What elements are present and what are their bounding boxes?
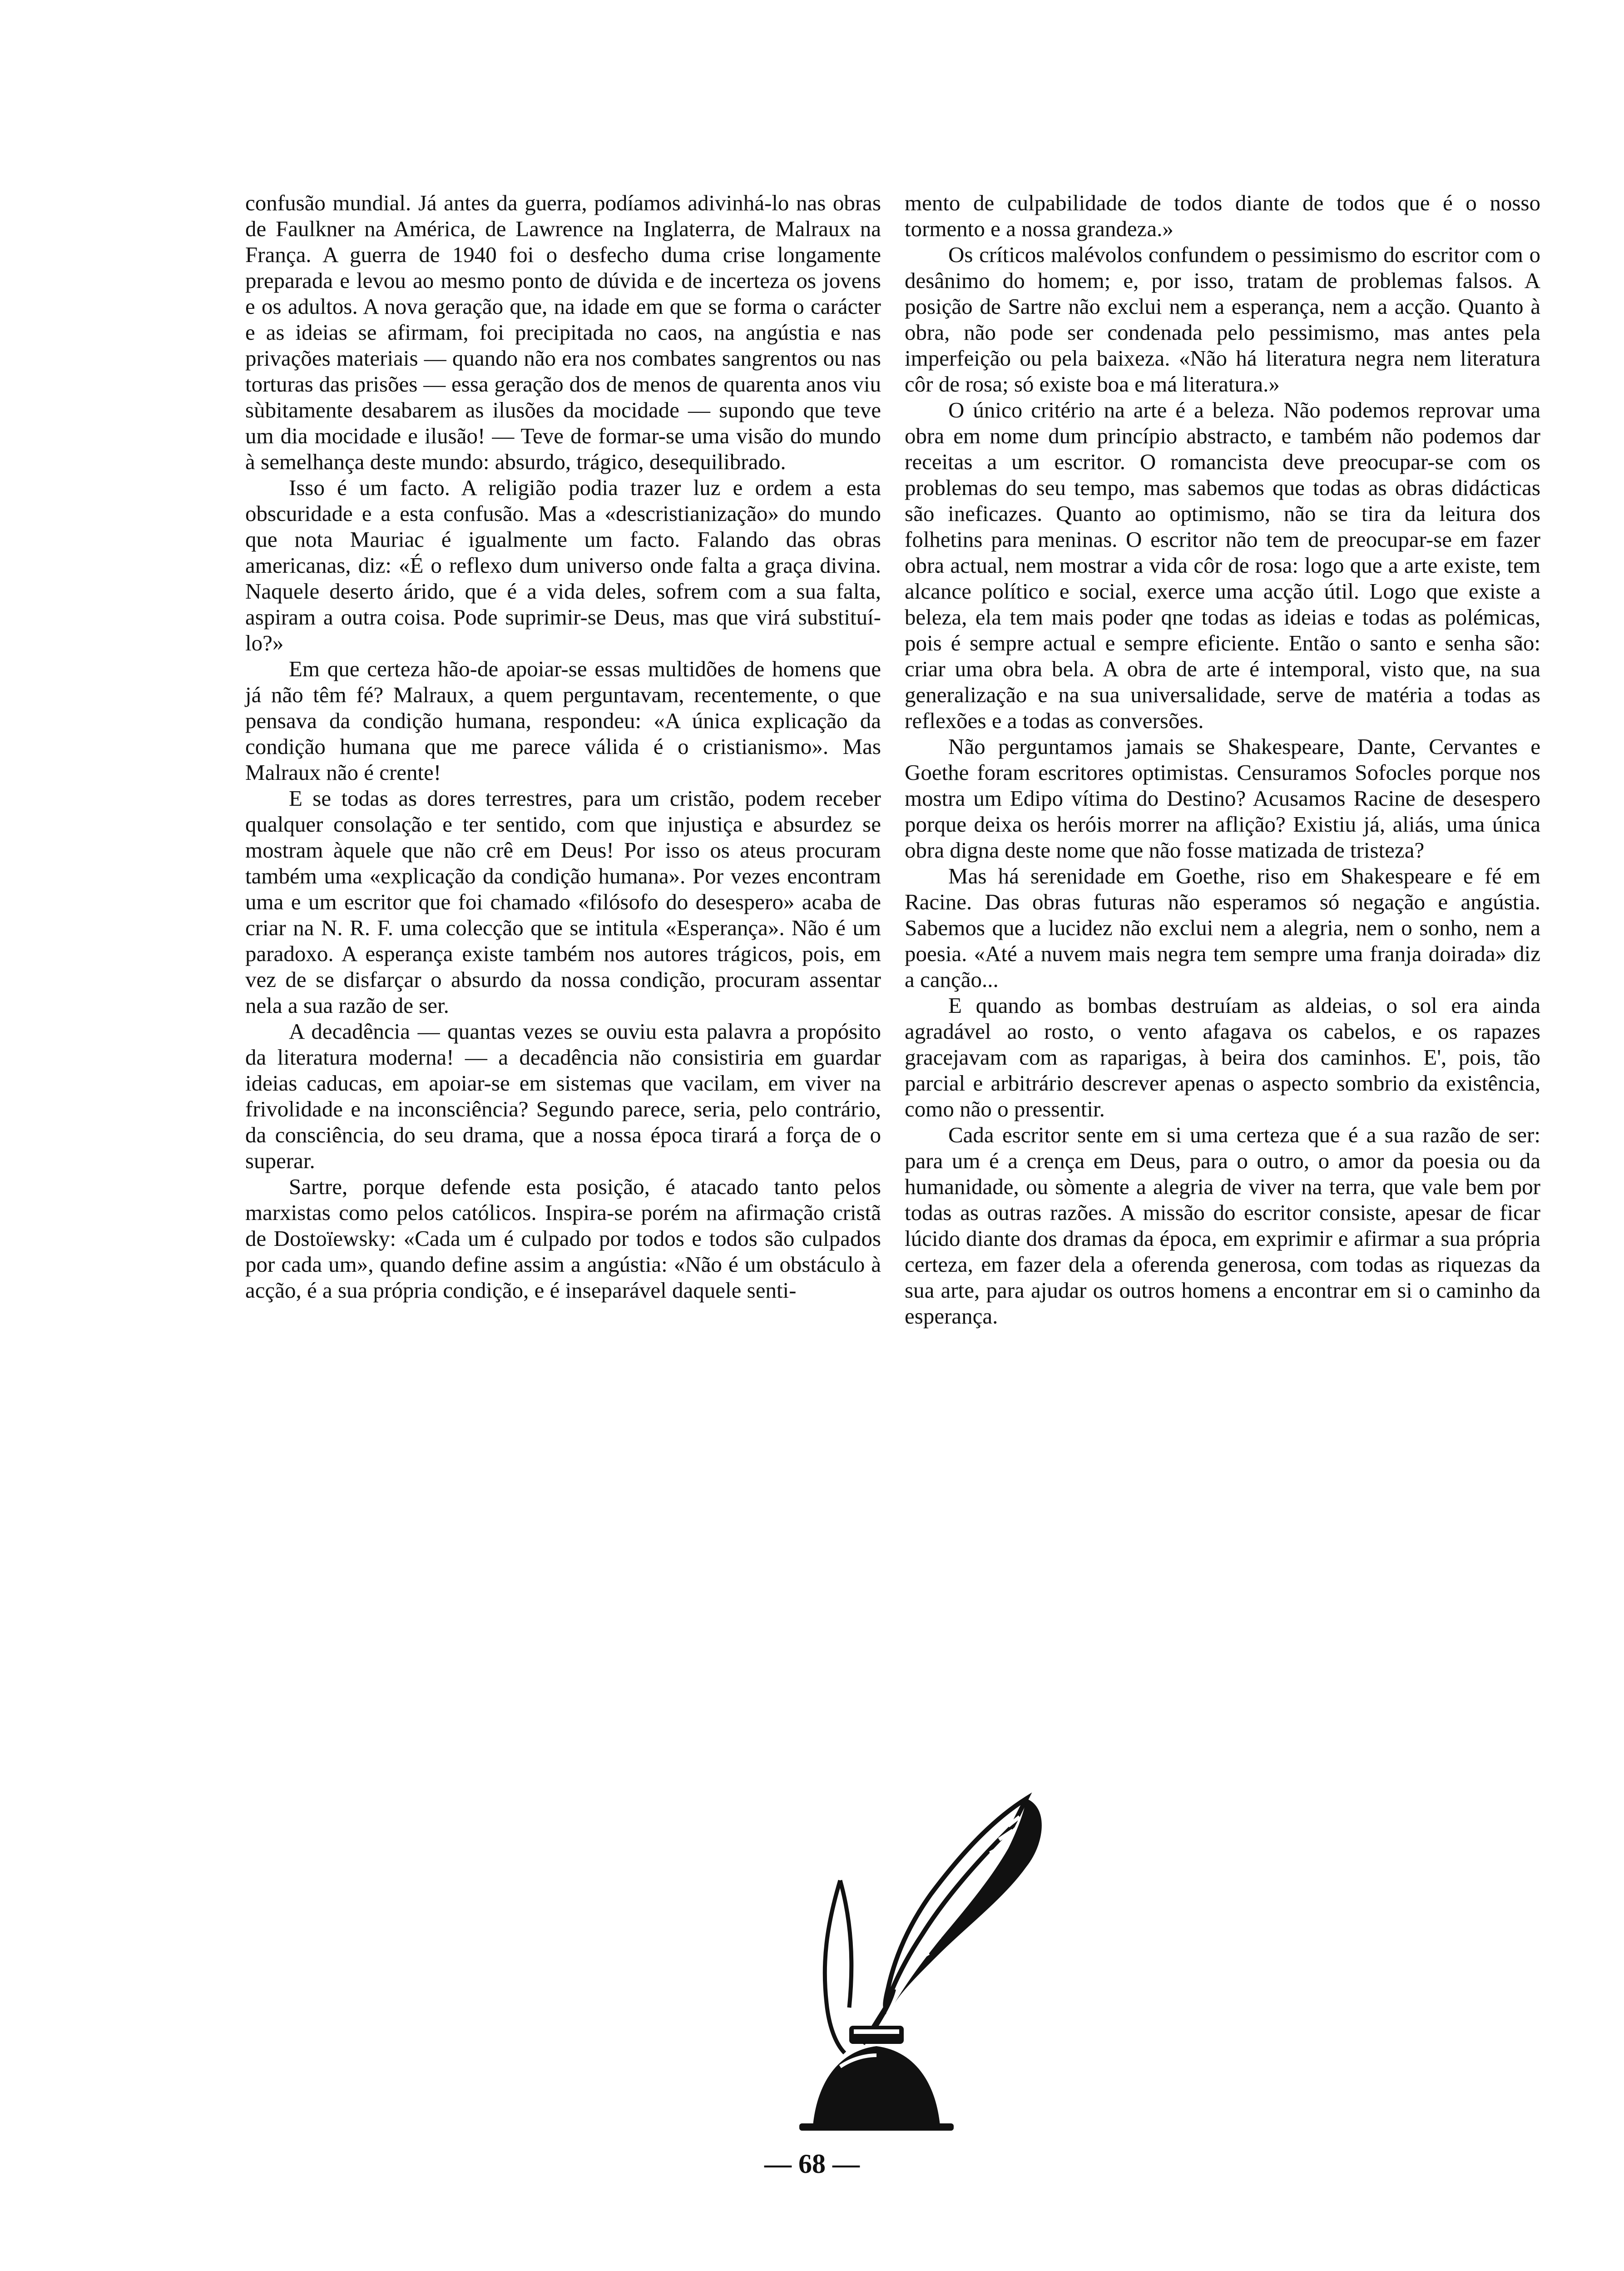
paragraph: O único critério na arte é a beleza. Não podemos reprovar uma obra em nome dum princípio abstracto, e também não podemos dar receitas a um escritor. O romancista deve preocupar-se com os problemas do seu tempo, mas sabemos que todas as obras didácticas são ineficazes. Quanto ao optimismo, não se tira da leitura dos folhetins para meninas. O escritor não tem de preocupar-se em fazer obra actual, nem mostrar a vida côr de rosa: logo que a arte existe, tem alcance político e social, exerce uma acção útil. Logo que existe a beleza, ela tem mais poder qne todas as ideias e todas as polémicas, pois é sempre actual e sempre eficiente. Então o santo e senha são: criar uma obra bela. A obra de arte é intemporal, visto que, na sua generalização e na sua universalidade, serve de matéria a todas as reflexões e a todas as conversões. xyxy=(905,397,1540,733)
paragraph: Mas há serenidade em Goethe, riso em Shakespeare e fé em Racine. Das obras futuras não esperamos só negação e angústia. Sabemos que a lucidez não exclui nem a alegria, nem o sonho, nem a poesia. «Até a nuvem mais negra tem sempre uma franja doirada» diz a canção... xyxy=(905,863,1540,992)
paragraph: Os críticos malévolos confundem o pessimismo do escritor com o desânimo do homem; e, por isso, tratam de problemas falsos. A posição de Sartre não exclui nem a esperança, nem a acção. Quanto à obra, não pode ser condenada pelo pessimismo, mas antes pela imperfeição ou pela baixeza. «Não há literatura negra nem literatura côr de rosa; só existe boa e má literatura.» xyxy=(905,242,1540,397)
paragraph: Cada escritor sente em si uma certeza que é a sua razão de ser: para um é a crença em Deus, para o outro, o amor da poesia ou da humanidade, ou sòmente a alegria de viver na terra, que vale bem por todas as outras razões. A missão do escritor consiste, apesar de ficar lúcido diante dos dramas da época, em exprimir e afirmar a sua própria certeza, em fazer dela a oferenda generosa, com todas as riquezas da sua arte, para ajudar os outros homens a encontrar em si o caminho da esperança. xyxy=(905,1122,1540,1329)
quill-icon xyxy=(825,1799,1042,2053)
paragraph: Em que certeza hão-de apoiar-se essas multidões de homens que já não têm fé? Malraux, a quem perguntavam, recentemente, o que pensava da condição humana, respondeu: «A única explicação da condição humana que me parece válida é o cristianismo». Mas Malraux não é crente! xyxy=(245,656,881,785)
quill-and-inkwell-icon xyxy=(772,1790,1063,2135)
paragraph: A decadência — quantas vezes se ouviu esta palavra a propósito da literatura moderna! — a decadência não consistiria em guardar ideias caducas, em apoiar-se em sistemas que vacilam, em viver na frivolidade e na inconsciência? Segundo parece, seria, pelo contrário, da consciência, do seu drama, que a nossa época tirará a força de o superar. xyxy=(245,1019,881,1173)
paragraph: Sartre, porque defende esta posição, é atacado tanto pelos marxistas como pelos católicos. Inspira-se porém na afirmação cristã de Dostoïewsky: «Cada um é culpado por todos e todos são culpados por cada um», quando define assim a angústia: «Não é um obstáculo à acção, é a sua própria condição, e é inseparável daquele senti- xyxy=(245,1174,881,1303)
right-column xyxy=(905,190,1540,1329)
left-column xyxy=(245,190,881,1303)
paragraph: E quando as bombas destruíam as aldeias, o sol era ainda agradável ao rosto, o vento afagava os cabelos, e os rapazes gracejavam com as raparigas, à beira dos caminhos. E', pois, tão parcial e arbitrário descrever apenas o aspecto sombrio da existência, como não o pressentir. xyxy=(905,993,1540,1121)
paragraph: E se todas as dores terrestres, para um cristão, podem receber qualquer consolação e ter sentido, com que injustiça e absurdez se mostram àquele que não crê em Deus! Por isso os ateus procuram também uma «explicação da condição humana». Por vezes encontram uma e um escritor que foi chamado «filósofo do desespero» acaba de criar na N. R. F. uma colecção que se intitula «Esperança». Não é um paradoxo. A esperança existe também nos autores trágicos, pois, em vez de se disfarçar o absurdo da nossa condição, procuram assentar nela a sua razão de ser. xyxy=(245,786,881,1018)
paragraph: Isso é um facto. A religião podia trazer luz e ordem a esta obscuridade e a esta confusão. Mas a «descristianização» do mundo que nota Mauriac é igualmente um facto. Falando das obras americanas, diz: «É o reflexo dum universo onde falta a graça divina. Naquele deserto árido, que é a vida deles, sofrem com a sua falta, aspiram a outra coisa. Pode suprimir-se Deus, mas que virá substituí-lo?» xyxy=(245,475,881,655)
paragraph: Não perguntamos jamais se Shakespeare, Dante, Cervantes e Goethe foram escritores optimistas. Censuramos Sofocles porque nos mostra um Edipo vítima do Destino? Acusamos Racine de desespero porque deixa os heróis morrer na aflição? Existiu já, aliás, uma única obra digna deste nome que não fosse matizada de tristeza? xyxy=(905,734,1540,863)
paragraph: mento de culpabilidade de todos diante de todos que é o nosso tormento e a nossa grandeza.» xyxy=(905,190,1540,241)
page-number: — 68 — xyxy=(764,2149,860,2179)
inkwell-icon xyxy=(799,2026,954,2131)
paragraph: confusão mundial. Já antes da guerra, podíamos adivinhá-lo nas obras de Faulkner na América, de Lawrence na Inglaterra, de Malraux na França. A guerra de 1940 foi o desfecho duma crise longamente preparada e levou ao mesmo ponto de dúvida e de incerteza os jovens e os adultos. A nova geração que, na idade em que se forma o carácter e as ideias se afirmam, foi precipitada no caos, na angústia e nas privações materiais — quando não era nos combates sangrentos ou nas torturas das prisões — essa geração dos de menos de quarenta anos viu sùbitamente desabarem as ilusões da mocidade — supondo que teve um dia mocidade e ilusão! — Teve de formar-se uma visão do mundo à semelhança deste mundo: absurdo, trágico, desequilibrado. xyxy=(245,190,881,474)
